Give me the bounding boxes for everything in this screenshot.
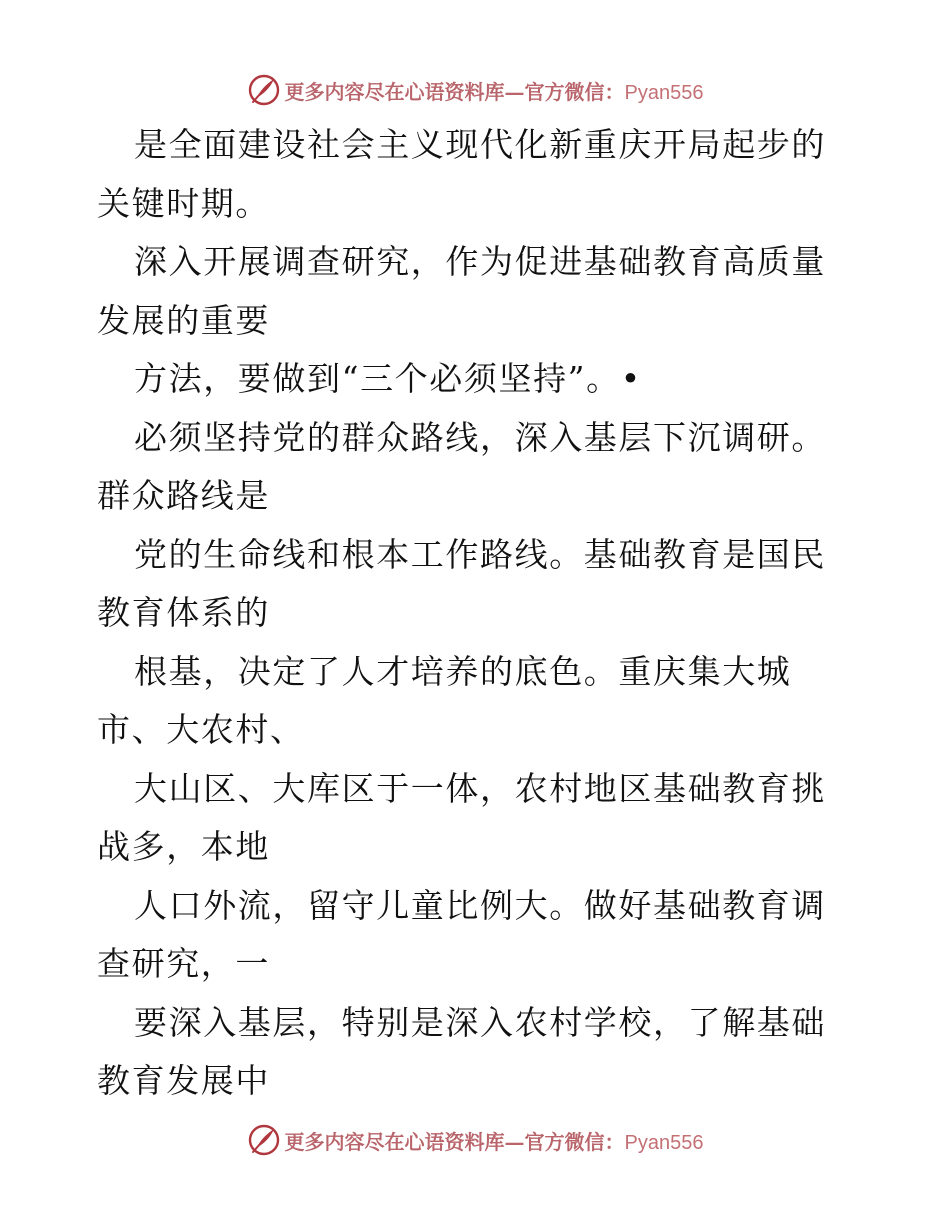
feather-pen-logo-icon <box>247 73 281 107</box>
watermark-text: 更多内容尽在心语资料库—官方微信：Pyan556 <box>284 79 704 104</box>
paragraph-line: 要深入基层，特别是深入农村学校，了解基础教育发展中 <box>97 1002 826 1100</box>
paragraph-line: 党的生命线和根本工作路线。基础教育是国民教育体系的 <box>97 534 826 632</box>
paragraph-line: 根基，决定了人才培养的底色。重庆集大城市、大农村、 <box>97 651 792 749</box>
paragraph-line: 深入开展调查研究，作为促进基础教育高质量发展的重要 <box>97 242 826 340</box>
header-watermark <box>0 70 950 110</box>
footer-watermark <box>0 1120 950 1160</box>
watermark-account: Pyan556 <box>624 1131 704 1154</box>
paragraph-line: 必须坚持党的群众路线，深入基层下沉调研。群众路线是 <box>97 417 826 515</box>
document-body <box>97 116 857 1111</box>
paragraph-line: 方法，要做到“三个必须坚持”。• <box>134 359 642 398</box>
watermark-account: Pyan556 <box>624 81 704 104</box>
feather-pen-logo-icon <box>247 1123 281 1157</box>
watermark-text: 更多内容尽在心语资料库—官方微信：Pyan556 <box>284 1129 704 1154</box>
paragraph-line: 是全面建设社会主义现代化新重庆开局起步的关键时期。 <box>97 125 826 223</box>
paragraph-line: 人口外流，留守儿童比例大。做好基础教育调查研究，一 <box>97 885 826 983</box>
paragraph-line: 大山区、大库区于一体，农村地区基础教育挑战多，本地 <box>97 768 826 866</box>
